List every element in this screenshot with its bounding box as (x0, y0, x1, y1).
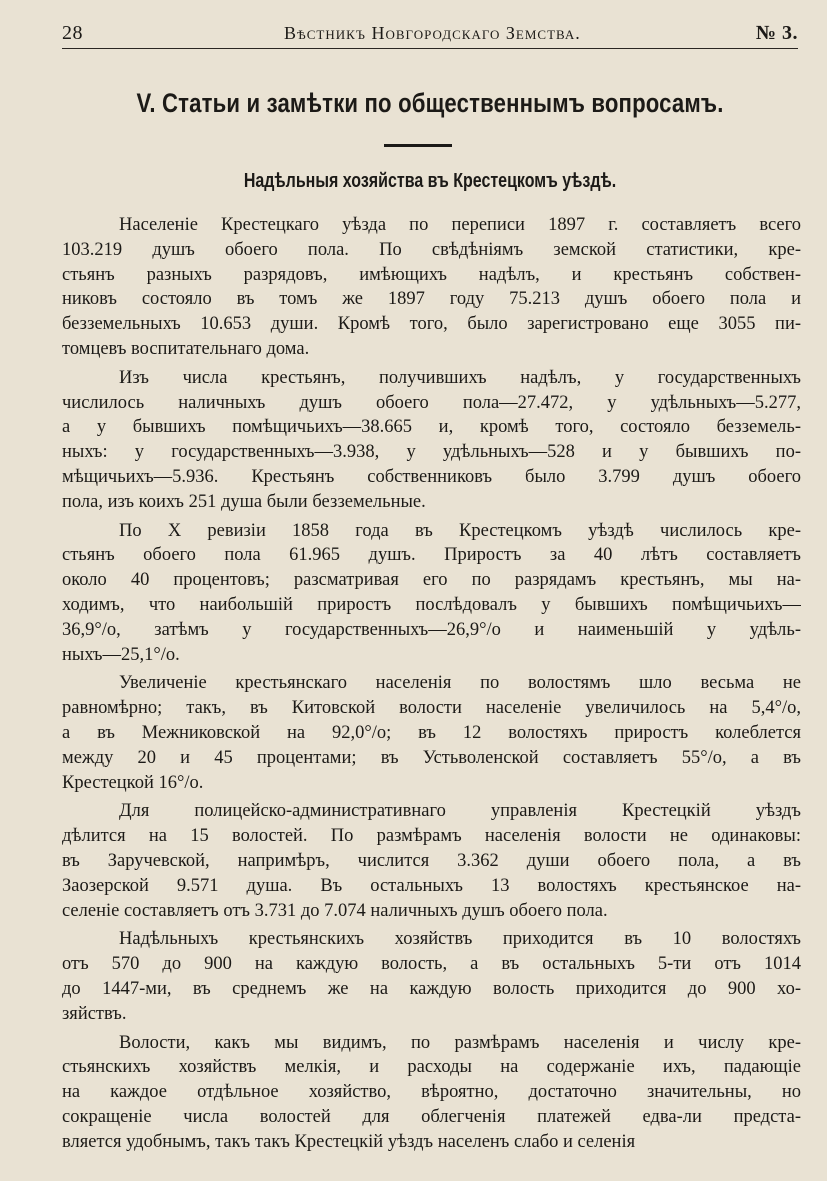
text-line: пола, изъ коихъ 251 душа были безземельные. (62, 491, 426, 512)
text-line: Населеніе Крестецкаго уѣзда по переписи 1897 г. составляетъ всего (119, 215, 801, 235)
text-line: 103.219 душъ обоего пола. По свѣдѣніямъ земской статистики, кре- (62, 239, 801, 260)
text-line: Заозерской 9.571 душа. Въ остальныхъ 13 волостяхъ крестьянское на- (62, 875, 801, 896)
text-line: между 20 и 45 процентами; въ Устьволенской составляетъ 55°/о, а въ (62, 747, 801, 768)
text-line: безземельныхъ 10.653 души. Кромѣ того, было зарегистровано еще 3055 пи- (62, 314, 801, 335)
text-line: ныхъ—25,1°/о. (62, 644, 180, 665)
paragraph (62, 366, 801, 515)
paragraph (62, 1031, 801, 1155)
header-rule (62, 48, 798, 49)
text-line: Для полицейско-административнаго управленія Крестецкій уѣздъ (119, 801, 801, 822)
text-line: а у бывшихъ помѣщичьихъ—38.665 и, кромѣ того, состояло безземель- (62, 417, 801, 438)
text-line: ходимъ, что наибольшій приростъ послѣдовалъ у бывшихъ помѣщичьихъ— (62, 594, 801, 615)
text-line: Крестецкой 16°/о. (62, 772, 204, 793)
issue-number: № 3. (755, 22, 798, 44)
article-title: Надѣльныя хозяйства въ Крестецкомъ уѣздѣ. (243, 170, 617, 192)
text-line: около 40 процентовъ; разсматривая его по разрядамъ крестьянъ, мы на- (62, 570, 801, 591)
journal-title: Вѣстникъ Новгородскаго Земства. (284, 23, 581, 43)
text-line: Волости, какъ мы видимъ, по размѣрамъ населенія и числу кре- (119, 1032, 801, 1053)
text-line: вляется удобнымъ, такъ такъ Крестецкій уѣздъ населенъ слабо и селенія (62, 1131, 636, 1152)
text-line: Изъ числа крестьянъ, получившихъ надѣлъ, у государственныхъ (119, 367, 801, 388)
text-line: стьянъ разныхъ разрядовъ, имѣющихъ надѣлъ, и крестьянъ собствен- (62, 264, 801, 285)
text-line: сокращеніе числа волостей для облегченія платежей едва-ли предста- (62, 1106, 801, 1127)
article-body (62, 213, 801, 1154)
text-line: дѣлится на 15 волостей. По размѣрамъ населенія волости не одинаковы: (62, 826, 801, 847)
paragraph (62, 799, 801, 923)
text-line: въ Заручевской, напримѣръ, числится 3.362 души обоего пола, а въ (62, 850, 801, 871)
page-number: 28 (62, 22, 83, 44)
text-line: По X ревизіи 1858 года въ Крестецкомъ уѣздѣ числилось кре- (119, 520, 801, 541)
title-divider (384, 144, 452, 147)
paragraph (62, 519, 801, 668)
text-line: ныхъ: у государственныхъ—3.938, у удѣльныхъ—528 и у бывшихъ по- (62, 442, 801, 463)
text-line: стьянъ обоего пола 61.965 душъ. Приростъ за 40 лѣтъ составляетъ (62, 545, 801, 566)
text-line: а въ Межниковской на 92,0°/о; въ 12 волостяхъ приростъ колеблется (62, 722, 801, 743)
text-line: мѣщичьихъ—5.936. Крестьянъ собственниковъ было 3.799 душъ обоего (62, 466, 801, 487)
text-line: равномѣрно; такъ, въ Китовской волости населеніе увеличилось на 5,4°/о, (62, 698, 801, 719)
running-header (62, 20, 798, 46)
text-line: стьянскихъ хозяйствъ мелкія, и расходы на содержаніе ихъ, падающіе (62, 1057, 801, 1078)
text-line: селеніе составляетъ отъ 3.731 до 7.074 наличныхъ душъ обоего пола. (62, 900, 608, 921)
text-line: до 1447-ми, въ среднемъ же на каждую волость приходится до 900 хо- (62, 978, 801, 999)
text-line: отъ 570 до 900 на каждую волость, а въ остальныхъ 5-ти отъ 1014 (62, 954, 801, 975)
text-line: на каждое отдѣльное хозяйство, вѣроятно, достаточно значительны, но (62, 1082, 801, 1103)
section-title: V. Статьи и замѣтки по общественнымъ вопросамъ. (136, 88, 724, 118)
text-line: числилось наличныхъ душъ обоего пола—27.472, у удѣльныхъ—5.277, (62, 392, 801, 413)
text-line: зяйствъ. (62, 1003, 127, 1024)
text-line: никовъ состояло въ томъ же 1897 году 75.213 душъ обоего пола и (62, 289, 801, 310)
text-line: томцевъ воспитательнаго дома. (62, 338, 310, 359)
paragraph (62, 927, 801, 1026)
text-line: Увеличеніе крестьянскаго населенія по волостямъ шло весьма не (119, 673, 801, 694)
paragraph (62, 213, 801, 362)
paragraph (62, 671, 801, 795)
text-line: 36,9°/о, затѣмъ у государственныхъ—26,9°/о и наименьшій у удѣль- (62, 619, 801, 640)
text-line: Надѣльныхъ крестьянскихъ хозяйствъ приходится въ 10 волостяхъ (119, 929, 801, 950)
